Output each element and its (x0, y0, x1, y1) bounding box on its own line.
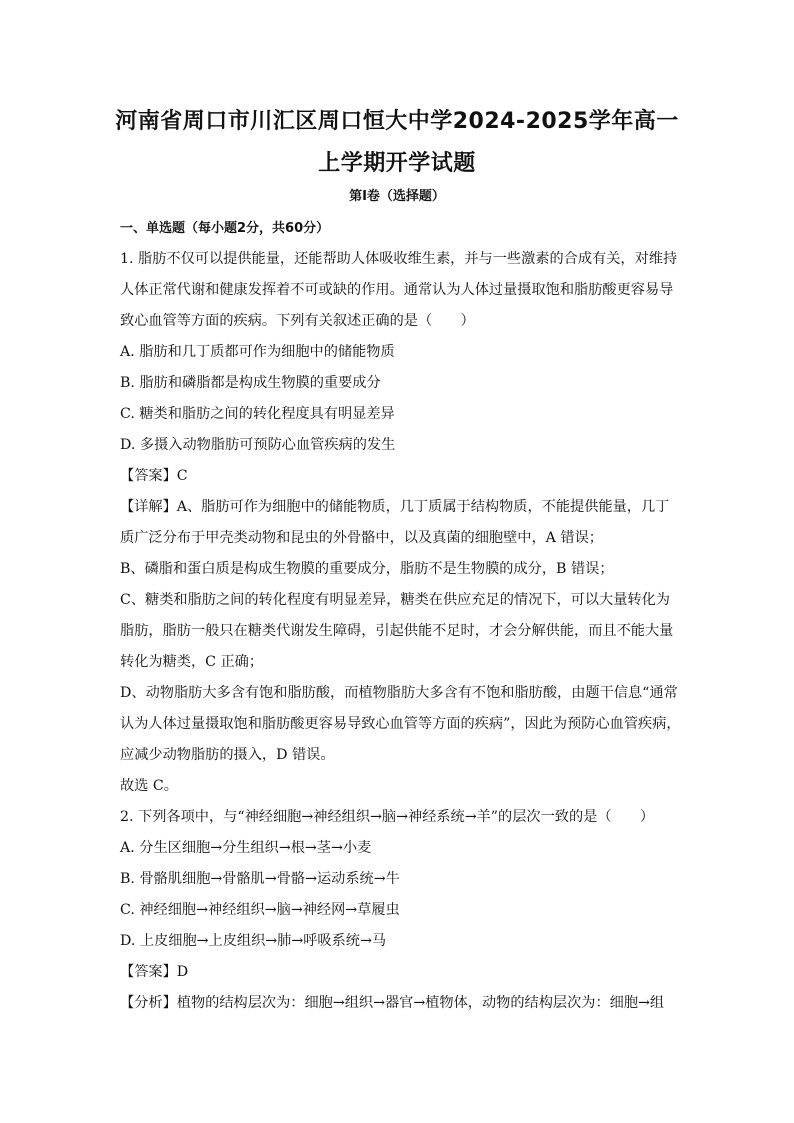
question-2-answer: 【答案】D (120, 964, 189, 980)
question-2-analysis: 【分析】植物的结构层次为：细胞→组织→器官→植物体，动物的结构层次为：细胞→组 (120, 995, 665, 1011)
question-1-option-a: A. 脂肪和几丁质都可作为细胞中的储能物质 (120, 344, 395, 360)
document-title-line-2: 上学期开学试题 (318, 151, 476, 176)
document-body (120, 213, 681, 1019)
question-2-option-b: B. 骨骼肌细胞→骨骼肌→骨骼→运动系统→牛 (120, 871, 400, 887)
question-1-explanation-line: 质广泛分布于甲壳类动物和昆虫的外骨骼中，以及真菌的细胞壁中，A 错误； (120, 530, 603, 546)
question-1-stem-line: 1. 脂肪不仅可以提供能量，还能帮助人体吸收维生素，并与一些激素的合成有关，对维持 (120, 251, 678, 267)
question-1-answer: 【答案】C (120, 468, 188, 484)
question-1-explanation-line: C、糖类和脂肪之间的转化程度有明显差异，糖类在供应充足的情况下，可以大量转化为 (120, 592, 670, 608)
question-2-option-d: D. 上皮细胞→上皮组织→肺→呼吸系统→马 (120, 933, 387, 949)
question-1-stem-line: 人体正常代谢和健康发挥着不可或缺的作用。通常认为人体过量摄取饱和脂肪酸更容易导 (120, 282, 674, 298)
question-1-explanation-line: 【详解】A、脂肪可作为细胞中的储能物质，几丁质属于结构物质，不能提供能量，几丁 (120, 499, 670, 515)
question-1-explanation-line: 认为人体过量摄取饱和脂肪酸更容易导致心血管等方面的疾病”，因此为预防心血管疾病， (120, 716, 681, 732)
question-2-stem: 2. 下列各项中，与“神经细胞→神经组织→脑→神经系统→羊”的层次一致的是（ ） (120, 809, 655, 825)
document-title-line-1: 河南省周口市川汇区周口恒大中学2024-2025学年高一 (115, 109, 679, 134)
section-heading: 一、单选题（每小题2分，共60分） (120, 221, 330, 236)
question-1-explanation-line: D、动物脂肪大多含有饱和脂肪酸，而植物脂肪大多含有不饱和脂肪酸，由题干信息“通常 (120, 685, 678, 701)
question-1 (120, 244, 681, 802)
volume-subtitle: 第Ⅰ卷（选择题） (349, 189, 445, 204)
question-1-option-c: C. 糖类和脂肪之间的转化程度具有明显差异 (120, 406, 395, 422)
question-1-explanation-line: B、磷脂和蛋白质是构成生物膜的重要成分，脂肪不是生物膜的成分，B 错误； (120, 561, 614, 577)
question-2 (120, 802, 676, 1019)
question-2-option-c: C. 神经细胞→神经组织→脑→神经网→草履虫 (120, 902, 400, 918)
question-1-explanation-line: 脂肪，脂肪一般只在糖类代谢发生障碍，引起供能不足时，才会分解供能，而且不能大量 (120, 623, 674, 639)
question-2-option-a: A. 分生区细胞→分生组织→根→茎→小麦 (120, 840, 372, 856)
question-1-conclusion: 故选 C。 (120, 778, 178, 794)
question-1-explanation-line: 转化为糖类，C 正确； (120, 654, 264, 670)
question-1-stem-line: 致心血管等方面的疾病。下列有关叙述正确的是（ ） (120, 313, 475, 329)
question-1-option-d: D. 多摄入动物脂肪可预防心血管疾病的发生 (120, 437, 396, 453)
question-1-option-b: B. 脂肪和磷脂都是构成生物膜的重要成分 (120, 375, 381, 391)
question-1-explanation-line: 应减少动物脂肪的摄入，D 错误。 (120, 747, 335, 763)
